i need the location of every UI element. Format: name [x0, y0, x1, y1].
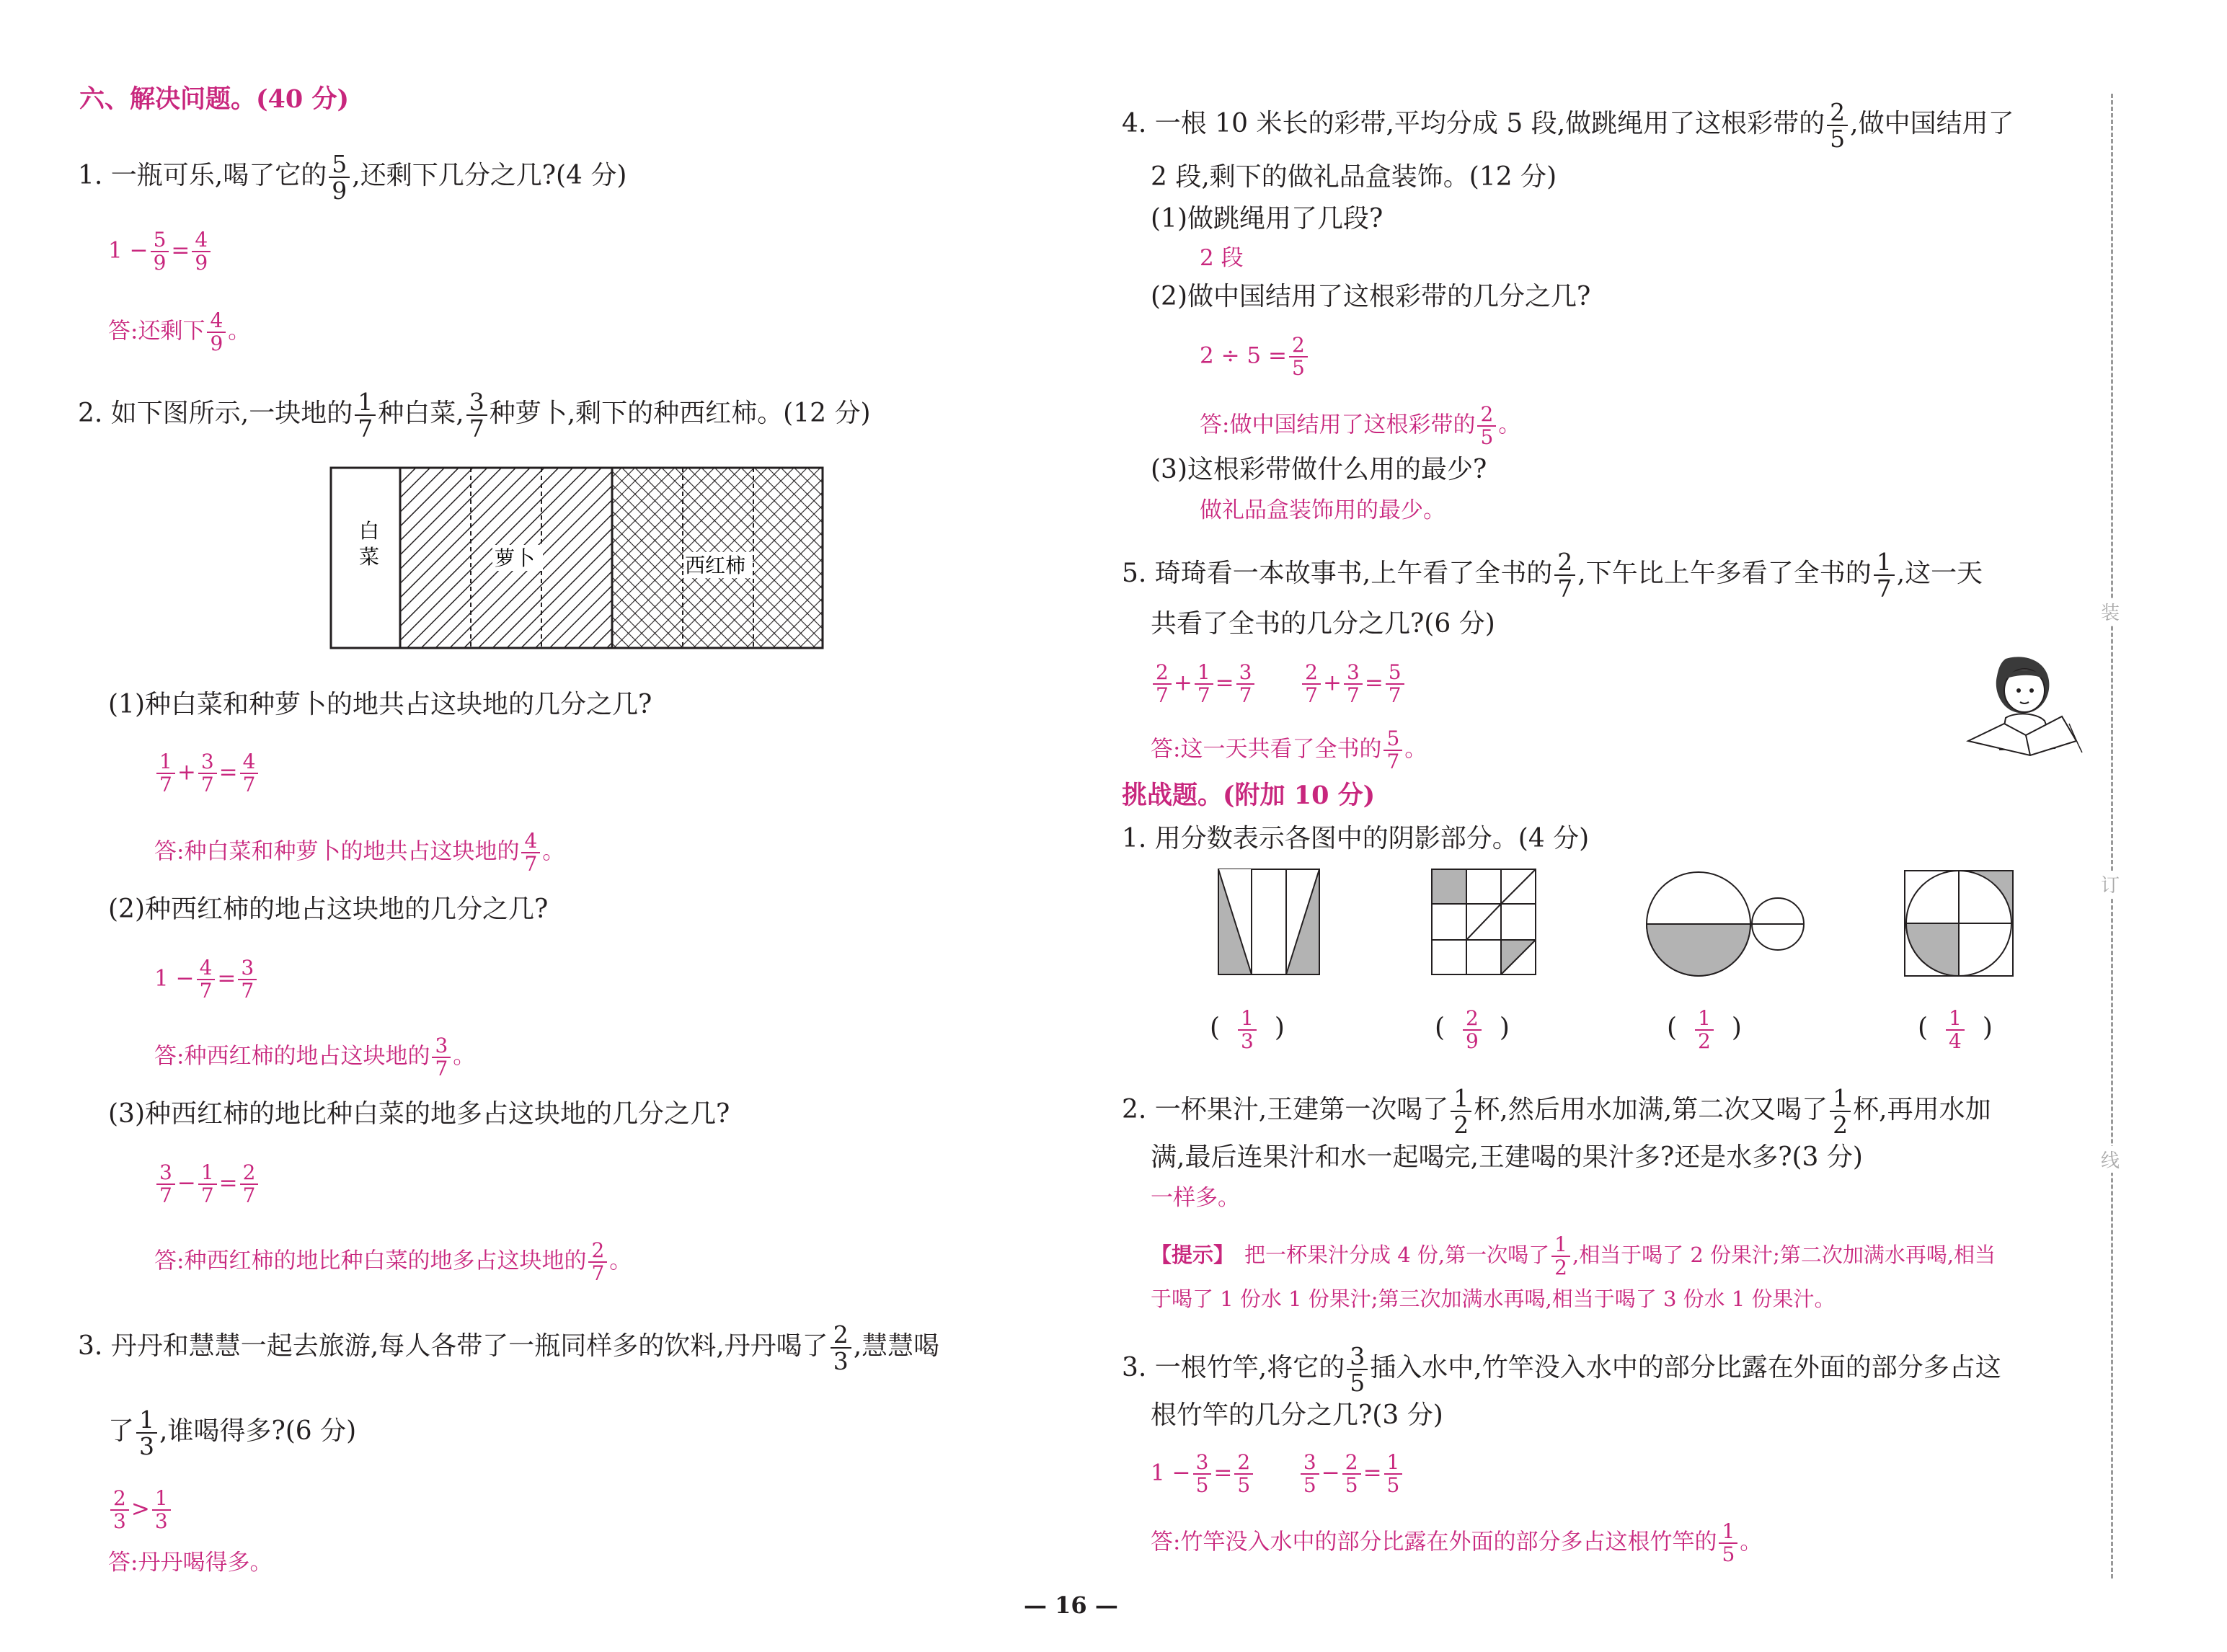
land-diagram	[330, 467, 825, 652]
q5-calc: $\frac{2}{7}$ + $\frac{1}{7}$ = $\frac{3}{7}$ $\frac{2}{7}$ + $\frac{3}{7}$ = $\frac{5}{7}$	[1151, 662, 1407, 706]
figure-3-answer: ( $\frac{1}{2}$ )	[1667, 1006, 1742, 1053]
q2-sub2-answer: 答:种西红柿的地占这块地的 $\frac{3}{7}$ 。	[154, 1034, 476, 1080]
question-3-line2: 了 $\frac{1}{3}$ ,谁喝得多?(6 分)	[108, 1405, 357, 1460]
challenge-1: 1. 用分数表示各图中的阴影部分。(4 分)	[1122, 824, 1590, 853]
label-luobo: 萝卜	[495, 546, 536, 570]
q1-calc: 1 − $\frac{5}{9}$ = $\frac{4}{9}$	[108, 229, 213, 274]
challenge-2-answer: 一样多。	[1151, 1185, 1240, 1211]
label-baicai-2: 菜	[359, 545, 380, 569]
question-2: 2. 如下图所示,一块地的 $\frac{1}{7}$ 种白菜, $\frac{3}{7}$ 种萝卜,剩下的种西红柿。(12 分)	[78, 388, 871, 443]
question-1: 1. 一瓶可乐,喝了它的 $\frac{5}{9}$ ,还剩下几分之几?(4 分)	[78, 150, 627, 205]
q4-sub3-answer: 做礼品盒装饰用的最少。	[1200, 497, 1445, 523]
q3-calc: $\frac{2}{3}$ > $\frac{1}{3}$	[108, 1488, 173, 1532]
figure-2-grid	[1432, 869, 1537, 977]
q4-sub1-answer: 2 段	[1200, 245, 1244, 271]
figure-1-answer: ( $\frac{1}{3}$ )	[1210, 1006, 1285, 1053]
q2-sub1-calc: $\frac{1}{7}$ + $\frac{3}{7}$ = $\frac{4}{7}$	[154, 751, 260, 796]
figure-1-rect-triangles	[1218, 869, 1319, 977]
q2-sub3-calc: $\frac{3}{7}$ − $\frac{1}{7}$ = $\frac{2}{7}$	[154, 1162, 260, 1207]
q2-sub2: (2)种西红柿的地占这块地的几分之几?	[108, 894, 549, 924]
question-5-line2: 共看了全书的几分之几?(6 分)	[1151, 609, 1495, 639]
q2-sub3-answer: 答:种西红柿的地比种白菜的地多占这块地的 $\frac{2}{7}$ 。	[154, 1238, 632, 1285]
q4-sub1: (1)做跳绳用了几段?	[1151, 204, 1383, 234]
reading-child-illustration	[1961, 654, 2084, 763]
binding-char-zhuang: 装	[2101, 598, 2120, 625]
q2-sub1: (1)种白菜和种萝卜的地共占这块地的几分之几?	[108, 690, 652, 719]
figure-4-circle-square	[1903, 869, 2022, 979]
q4-sub2-calc: 2 ÷ 5 = $\frac{2}{5}$	[1200, 334, 1310, 379]
q5-answer: 答:这一天共看了全书的 $\frac{5}{7}$ 。	[1151, 727, 1427, 773]
q2-sub1-answer: 答:种白菜和种萝卜的地共占这块地的 $\frac{4}{7}$ 。	[154, 829, 565, 876]
question-3: 3. 丹丹和慧慧一起去旅游,每人各带了一瓶同样多的饮料,丹丹喝了 $\frac{2}{3}$ ,慧慧喝	[78, 1320, 940, 1375]
question-4-line2: 2 段,剩下的做礼品盒装饰。(12 分)	[1151, 162, 1557, 192]
challenge-title: 挑战题。(附加 10 分)	[1122, 781, 1376, 810]
q1-answer: 答:还剩下 $\frac{4}{9}$ 。	[108, 308, 251, 355]
figure-4-answer: ( $\frac{1}{4}$ )	[1918, 1006, 1993, 1053]
q4-sub2: (2)做中国结用了这根彩带的几分之几?	[1151, 282, 1591, 311]
challenge-3-answer: 答:竹竿没入水中的部分比露在外面的部分多占这根竹竿的 $\frac{1}{5}$ 。	[1151, 1519, 1763, 1566]
challenge-2-hint-line2: 于喝了 1 份水 1 份果汁;第三次加满水再喝,相当于喝了 3 份水 1 份果汁。	[1151, 1287, 1836, 1311]
label-baicai-1: 白	[359, 519, 380, 543]
binding-dashed-line	[2111, 94, 2113, 1578]
q4-sub3: (3)这根彩带做什么用的最少?	[1151, 455, 1487, 484]
label-xihongshi: 西红柿	[685, 554, 746, 577]
challenge-2-line2: 满,最后连果汁和水一起喝完,王建喝的果汁多?还是水多?(3 分)	[1151, 1142, 1863, 1172]
fraction: $\frac{5}{9}$	[329, 151, 350, 203]
q2-sub2-calc: 1 − $\frac{4}{7}$ = $\frac{3}{7}$	[154, 957, 259, 1002]
page-number: — 16 —	[1024, 1591, 1118, 1619]
binding-char-xian: 线	[2101, 1146, 2120, 1173]
challenge-3: 3. 一根竹竿,将它的 $\frac{3}{5}$ 插入水中,竹竿没入水中的部分比露在外面的部分多占这	[1122, 1342, 2001, 1397]
figure-3-circles	[1645, 869, 1811, 977]
challenge-2: 2. 一杯果汁,王建第一次喝了 $\frac{1}{2}$ 杯,然后用水加满,第二次又喝了 $\frac{1}{2}$ 杯,再用水加	[1122, 1084, 1991, 1139]
figure-2-answer: ( $\frac{2}{9}$ )	[1435, 1006, 1510, 1053]
q3-answer: 答:丹丹喝得多。	[108, 1550, 273, 1576]
q2-sub3: (3)种西红柿的地比种白菜的地多占这块地的几分之几?	[108, 1099, 730, 1129]
q4-sub2-answer: 答:做中国结用了这根彩带的 $\frac{2}{5}$ 。	[1200, 402, 1521, 449]
challenge-3-line2: 根竹竿的几分之几?(3 分)	[1151, 1400, 1443, 1430]
question-5: 5. 琦琦看一本故事书,上午看了全书的 $\frac{2}{7}$ ,下午比上午多看了全书的 $\frac{1}{7}$ ,这一天	[1122, 548, 1983, 603]
challenge-3-calc: 1 − $\frac{3}{5}$ = $\frac{2}{5}$ $\frac{3}{5}$ − $\frac{2}{5}$ = $\frac{1}{5}$	[1151, 1452, 1404, 1496]
section-title: 六、解决问题。(40 分)	[79, 84, 350, 114]
binding-char-ding: 订	[2101, 871, 2120, 897]
question-4: 4. 一根 10 米长的彩带,平均分成 5 段,做跳绳用了这根彩带的 $\frac{2}{5}$ ,做中国结用了	[1122, 98, 2014, 153]
challenge-2-hint: 【提示】 把一杯果汁分成 4 份,第一次喝了 $\frac{1}{2}$ ,相当于喝了 2 份果汁;第二次加满水再喝,相当	[1151, 1233, 1996, 1279]
